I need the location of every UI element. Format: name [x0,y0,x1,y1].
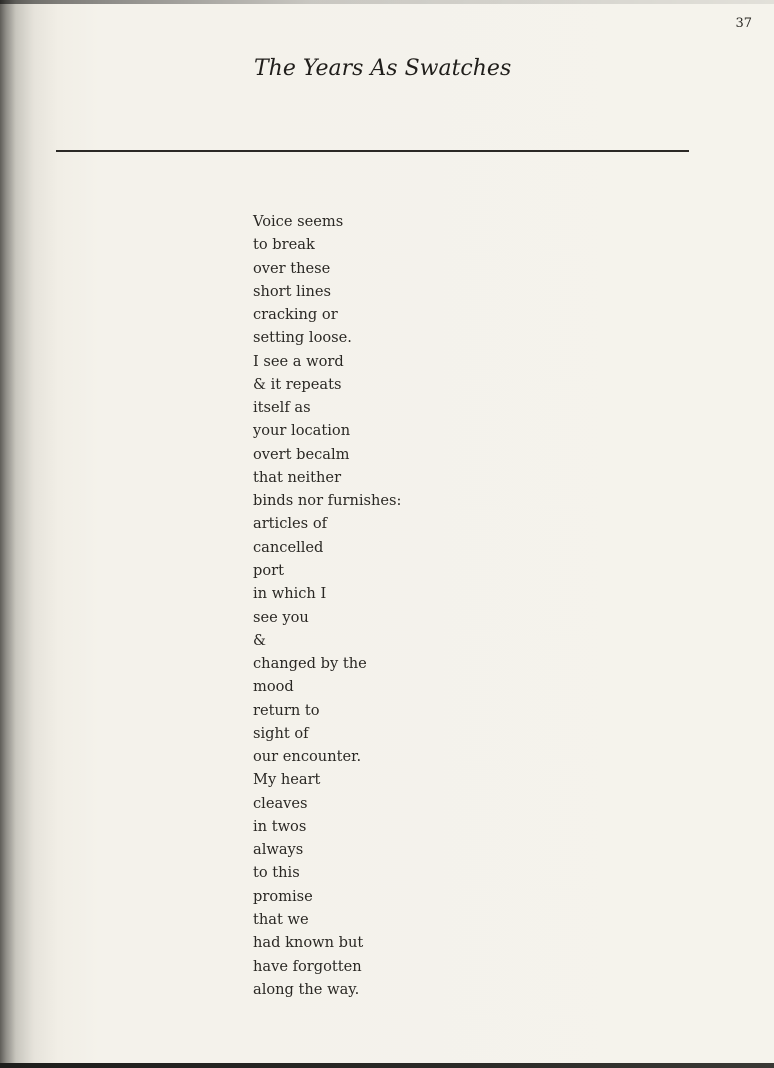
poem-line: over these [253,259,331,277]
poem-line: port [253,561,284,579]
poem-line: to this [253,864,300,882]
poem-line: mood [253,678,294,696]
poem-line: & it repeats [253,375,342,393]
poem-line: always [253,841,304,859]
poem-line: I see a word [253,352,344,370]
poem-line: changed by the [253,655,367,673]
poem-line: in twos [253,817,307,835]
poem-line: have forgotten [253,957,362,975]
poem-line: cancelled [253,538,324,556]
poem-line: short lines [253,282,332,300]
poem-line: articles of [253,515,328,533]
title-divider [56,150,689,152]
poem-body [253,210,401,1001]
poem-line: to break [253,236,315,254]
poem-line: binds nor furnishes: [253,492,402,510]
page-number: 37 [735,16,752,31]
poem-line: overt becalm [253,445,350,463]
poem-line: setting loose. [253,329,352,347]
poem-line: our encounter. [253,748,362,766]
poem-line: promise [253,887,313,905]
poem-title: The Years As Swatches [254,56,512,81]
poem-line: return to [253,701,320,719]
poem-line: sight of [253,724,309,742]
poem-line: cleaves [253,794,308,812]
poem-line: in which I [253,585,327,603]
poem-line: had known but [253,934,364,952]
poem-line: that neither [253,468,342,486]
poem-line: itself as [253,399,311,417]
poem-line: & [253,631,266,649]
poem-line: My heart [253,771,321,789]
poem-line: see you [253,608,309,626]
poem-line: along the way. [253,980,360,998]
poem-line: Voice seems [253,213,344,230]
poem-line: your location [253,422,351,440]
poem-line: that we [253,910,309,928]
poem-line: cracking or [253,306,338,324]
